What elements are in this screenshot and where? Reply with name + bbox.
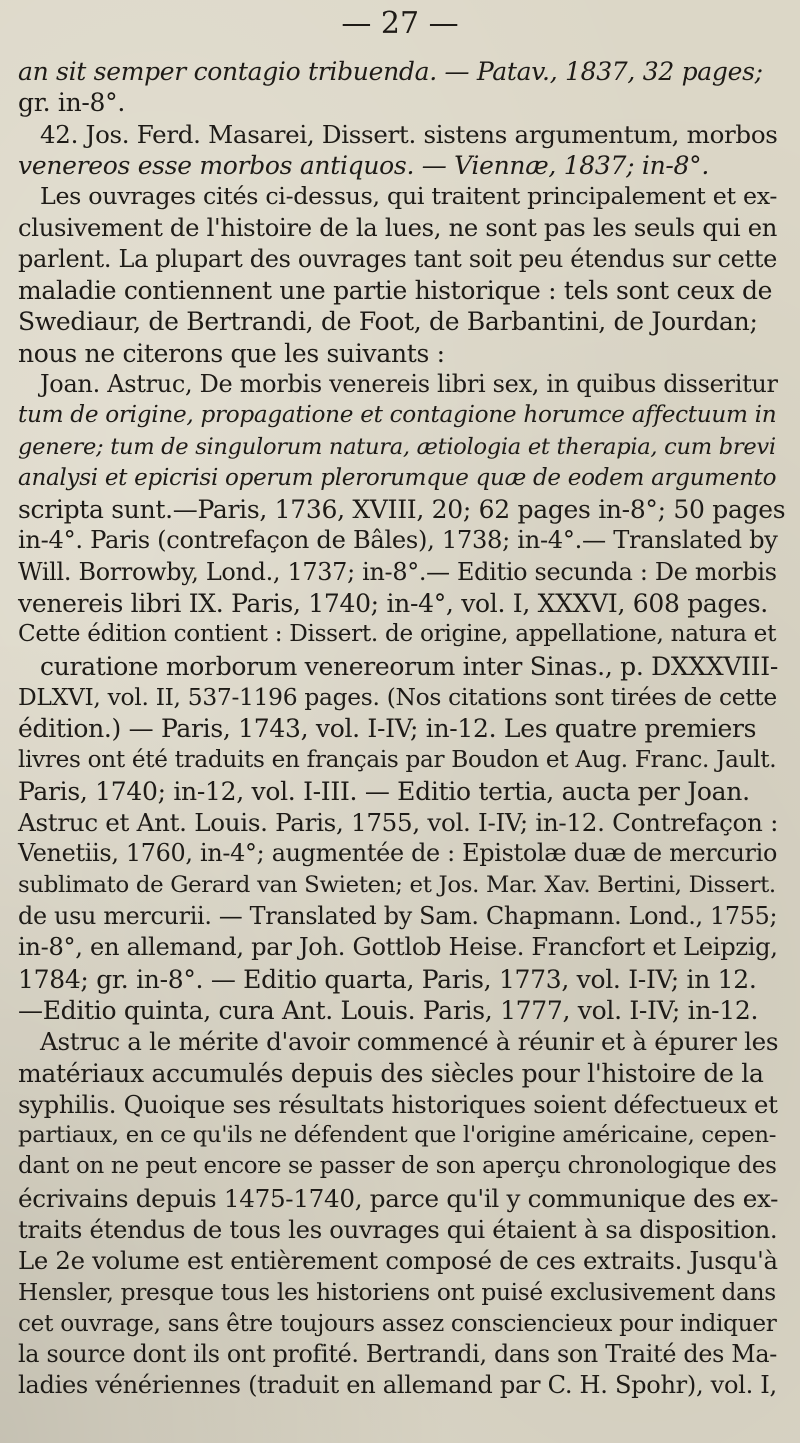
page-number: — 27 — xyxy=(341,6,459,41)
text-line: Le 2e volume est entièrement composé de ces extraits. Jusqu'à xyxy=(18,1246,778,1276)
text-line: Swediaur, de Bertrandi, de Foot, de Barbantini, de Jourdan; xyxy=(18,307,758,337)
text-line: analysi et epicrisi operum plerorumque quæ de eodem argumento xyxy=(18,464,777,491)
text-line: Les ouvrages cités ci-dessus, qui traitent principalement et ex- xyxy=(40,182,778,211)
text-line: Will. Borrowby, Lond., 1737; in-8°.— Editio secunda : De morbis xyxy=(18,557,777,586)
text-line: gr. in-8°. xyxy=(18,88,125,118)
text-line: sublimato de Gerard van Swieten; et Jos. Mar. Xav. Bertini, Dissert. xyxy=(18,871,776,898)
text-line: Hensler, presque tous les historiens ont puisé exclusivement dans xyxy=(18,1278,776,1306)
text-line: écrivains depuis 1475-1740, parce qu'il y communique des ex- xyxy=(18,1183,779,1213)
text-line: venereos esse morbos antiquos. — Viennæ, 1837; in-8°. xyxy=(18,150,709,180)
text-line: DLXVI, vol. II, 537-1196 pages. (Nos citations sont tirées de cette xyxy=(18,682,777,711)
text-line: la source dont ils ont profité. Bertrandi, dans son Traité des Ma- xyxy=(18,1340,777,1369)
text-line: in-8°, en allemand, par Joh. Gottlob Heise. Francfort et Leipzig, xyxy=(18,933,778,962)
text-line: an sit semper contagio tribuenda. — Patav., 1837, 32 pages; xyxy=(18,57,763,86)
text-line: de usu mercurii. — Translated by Sam. Chapmann. Lond., 1755; xyxy=(18,902,778,931)
text-line: —Editio quinta, cura Ant. Louis. Paris, 1777, vol. I-IV; in-12. xyxy=(18,995,759,1025)
text-line: in-4°. Paris (contrefaçon de Bâles), 1738; in-4°.— Translated by xyxy=(18,526,778,555)
text-line: matériaux accumulés depuis des siècles pour l'histoire de la xyxy=(18,1058,764,1088)
text-line: dant on ne peut encore se passer de son aperçu chronologique des xyxy=(18,1153,777,1180)
text-line: genere; tum de singulorum natura, ætiologia et therapia, cum brevi xyxy=(18,433,776,460)
text-line: Astruc a le mérite d'avoir commencé à réunir et à épurer les xyxy=(40,1027,779,1057)
text-line: clusivement de l'histoire de la lues, ne sont pas les seuls qui en xyxy=(18,213,778,243)
text-line: édition.) — Paris, 1743, vol. I-IV; in-12. Les quatre premiers xyxy=(18,714,757,744)
text-line: ladies vénériennes (traduit en allemand par C. H. Spohr), vol. I, xyxy=(18,1371,777,1400)
text-line: nous ne citerons que les suivants : xyxy=(18,338,445,368)
text-line: curatione morborum venereorum inter Sinas., p. DXXXVIII- xyxy=(40,651,778,681)
text-line: Joan. Astruc, De morbis venereis libri sex, in quibus disseritur xyxy=(40,369,778,398)
text-line: maladie contiennent une partie historique : tels sont ceux de xyxy=(18,276,773,306)
text-line: scripta sunt.—Paris, 1736, XVIII, 20; 62 pages in-8°; 50 pages xyxy=(18,495,786,525)
text-line: tum de origine, propagatione et contagione horumce affectuum in xyxy=(18,402,777,429)
text-line: Astruc et Ant. Louis. Paris, 1755, vol. I-IV; in-12. Contrefaçon : xyxy=(18,808,779,838)
text-line: cet ouvrage, sans être toujours assez consciencieux pour indiquer xyxy=(18,1309,777,1337)
text-line: 1784; gr. in-8°. — Editio quarta, Paris, 1773, vol. I-IV; in 12. xyxy=(18,964,757,994)
text-line: Venetiis, 1760, in-4°; augmentée de : Epistolæ duæ de mercurio xyxy=(18,839,778,868)
text-line: syphilis. Quoique ses résultats historiques soient défectueux et xyxy=(18,1089,778,1119)
text-line: partiaux, en ce qu'ils ne défendent que l'origine américaine, cepen- xyxy=(18,1122,777,1149)
body-text xyxy=(18,56,786,1402)
text-line: livres ont été traduits en français par Boudon et Aug. Franc. Jault. xyxy=(18,746,777,773)
text-line: venereis libri IX. Paris, 1740; in-4°, vol. I, XXXVI, 608 pages. xyxy=(18,589,768,619)
text-line: traits étendus de tous les ouvrages qui étaient à sa disposition. xyxy=(18,1214,778,1244)
text-line: Paris, 1740; in-12, vol. I-III. — Editio tertia, aucta per Joan. xyxy=(18,776,750,806)
text-line: 42. Jos. Ferd. Masarei, Dissert. sistens argumentum, morbos xyxy=(40,119,778,149)
text-line: Cette édition contient : Dissert. de origine, appellatione, natura et xyxy=(18,621,777,648)
text-line: parlent. La plupart des ouvrages tant soit peu étendus sur cette xyxy=(18,244,778,273)
